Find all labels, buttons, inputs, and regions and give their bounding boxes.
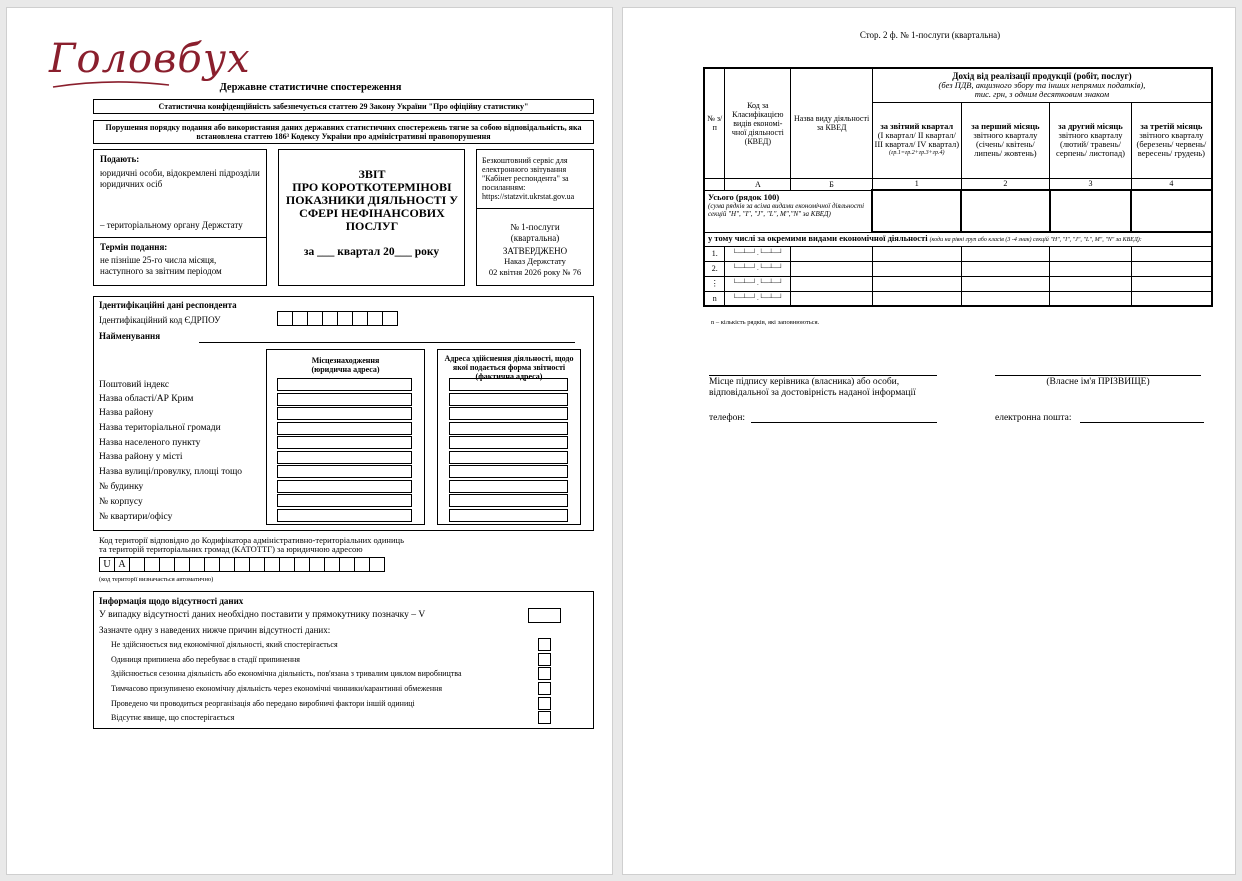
income-header: Дохід від реалізації продукції (робіт, послуг) (без ПДВ, акцизного збору та інших непрямих податків), тис. грн, з одним десятковим знаком [872,68,1212,102]
actual-building-input[interactable] [449,480,568,493]
reason-1-checkbox[interactable] [538,638,551,651]
total-m2-cell[interactable] [1050,190,1132,232]
legal-community-input[interactable] [277,422,412,435]
legal-region-input[interactable] [277,393,412,406]
legal-city-district-input[interactable] [277,451,412,464]
reason-4-checkbox[interactable] [538,682,551,695]
edrpou-label: Ідентифікаційний код ЄДРПОУ [99,315,221,325]
reason-5-checkbox[interactable] [538,697,551,710]
name-label: Найменування [99,331,161,341]
total-row-label: Усього (рядок 100) (сума рядків за всіма видами економічної діяльності секцій "Н", "І", "J", "L", М","N" за КВЕД) [704,190,872,232]
field-label-block: № корпусу [99,497,143,507]
report-period: за ___ квартал 20___ року [303,246,440,258]
field-label-building: № будинку [99,482,144,492]
actual-block-input[interactable] [449,494,568,507]
actual-settlement-input[interactable] [449,436,568,449]
actual-community-input[interactable] [449,422,568,435]
reason-3: Здійснюється сезонна діяльність або економічна діяльність, пов'язана з тривалим циклом виробництва [111,669,462,678]
actual-apartment-input[interactable] [449,509,568,522]
legal-apartment-input[interactable] [277,509,412,522]
income-table [703,67,1213,307]
absence-mark-box[interactable] [528,608,561,623]
phone-label: телефон: [709,413,746,423]
table-row: 2. └─┴─┘.└─┴─┘ [704,261,1212,276]
legal-street-input[interactable] [277,465,412,478]
reason-1: Не здійснюється вид економічної діяльності, який спостерігається [111,640,338,649]
field-label-settlement: Назва населеного пункту [99,438,201,448]
field-label-district: Назва району [99,408,154,418]
letter-4: 4 [1131,178,1212,190]
total-m1-cell[interactable] [961,190,1050,232]
signature-label: Місце підпису керівника (власника) або особи, відповідальної за достовірність наданої інформації [709,377,916,398]
field-label-community: Назва територіальної громади [99,423,221,433]
legal-settlement-input[interactable] [277,436,412,449]
total-q-cell[interactable] [872,190,961,232]
table-row: n └─┴─┘.└─┴─┘ [704,291,1212,306]
logo: Головбух [49,36,251,82]
page-1 [6,7,613,875]
col-month1-header: за перший місяць звітного кварталу (січень/ квітень/ липень/ жовтень) [961,102,1050,178]
col-name-header: Назва виду діяльності за КВЕД [791,68,873,178]
col-month2-header: за другий місяць звітного кварталу (лютий/ травень/ серпень/ листопад) [1050,102,1132,178]
legal-postcode-input[interactable] [277,378,412,391]
submit-to: – територіальному органу Держстату [100,220,243,230]
actual-city-district-input[interactable] [449,451,568,464]
order-text: Наказ Держстату 02 квітня 2026 року № 76 [488,256,582,277]
actual-postcode-input[interactable] [449,378,568,391]
legal-address-header: Місцезнаходження (юридична адреса) [311,356,380,374]
reason-6-checkbox[interactable] [538,711,551,724]
col-kved-header: Код за Класифікацією видів економі-чної діяльності (КВЕД) [725,68,791,178]
included-row-label: у тому числі за окремими видами економічної діяльності (коди на рівні груп або класів (3 -4 знак) секцій "Н", "І", "J", "L", М", "N" за КВЕД): [704,232,1212,246]
absence-title: Інформація щодо відсутності даних [99,596,244,606]
deadline-title: Термін подання: [100,242,168,252]
n-note: n – кількість рядків, які заповнюються. [711,319,820,326]
page-2 [622,7,1236,875]
col-no-header: № з/п [704,68,725,178]
letter-a: А [725,178,791,190]
respondent-title: Ідентифікаційні дані респондента [99,300,237,310]
table-row: 1. └─┴─┘.└─┴─┘ [704,246,1212,261]
legal-district-input[interactable] [277,407,412,420]
field-label-apartment: № квартири/офісу [99,512,173,522]
reason-2: Одиниця припинена або перебуває в стадії припинення [111,655,300,664]
name-field[interactable] [199,342,575,343]
letter-1: 1 [872,178,961,190]
name-surname-label: (Власне ім'я ПРІЗВИЩЕ) [1046,377,1150,387]
confidentiality-notice: Статистична конфіденційність забезпечується статтею 29 Закону України "Про офіційну статистику" [93,99,594,114]
reason-5: Проведено чи проводиться реорганізація або передано виробничі фактори іншій одиниці [111,699,415,708]
service-text: Безкоштовний сервіс для електронного звітування "Кабінет респондента" за посиланням: https://statzvit.ukrstat.gov.ua [482,156,575,201]
field-label-postcode: Поштовий індекс [99,380,170,390]
legal-building-input[interactable] [277,480,412,493]
email-label: електронна пошта: [995,413,1072,423]
total-m3-cell[interactable] [1131,190,1212,232]
survey-heading: Державне статистичне спостереження [219,82,402,93]
reason-2-checkbox[interactable] [538,653,551,666]
reason-3-checkbox[interactable] [538,667,551,680]
phone-field[interactable] [751,422,937,423]
col-month3-header: за третій місяць звітного кварталу (березень/ червень/ вересень/ грудень) [1131,102,1212,178]
actual-address-header: Адреса здійснення діяльності, щодо якої подається форма звітності (фактична адреса) [444,354,574,381]
form-number: № 1-послуги (квартальна) [510,222,560,243]
report-title: ЗВІТ ПРО КОРОТКОТЕРМІНОВІ ПОКАЗНИКИ ДІЯЛЬНОСТІ У СФЕРІ НЕФІНАНСОВИХ ПОСЛУГ [285,167,459,233]
name-line[interactable] [995,375,1201,376]
submit-who: юридичні особи, відокремлені підрозділи юридичних осіб [100,168,260,189]
letter-3: 3 [1050,178,1132,190]
katottg-cells[interactable]: U A [99,557,384,575]
actual-region-input[interactable] [449,393,568,406]
approved-label: ЗАТВЕРДЖЕНО [502,246,568,256]
actual-street-input[interactable] [449,465,568,478]
reason-title: Зазначте одну з наведених нижче причин відсутності даних: [99,625,331,635]
field-label-city-district: Назва району у місті [99,452,183,462]
table-row: ⋮ └─┴─┘.└─┴─┘ [704,276,1212,291]
katottg-text: Код території відповідно до Кодифікатора адміністративно-територіальних одиниць та територій територіальних громад (КАТОТТГ) за юридичною адресою [99,535,404,554]
deadline-text: не пізніше 25-го числа місяця, наступного за звітним періодом [100,255,222,276]
submit-box [93,149,267,286]
legal-block-input[interactable] [277,494,412,507]
submit-title: Подають: [100,154,140,164]
katottg-note: (код території визначається автоматично) [99,576,214,583]
field-label-region: Назва області/АР Крим [99,394,194,404]
edrpou-cells[interactable] [277,311,397,329]
signature-line[interactable] [709,375,937,376]
actual-district-input[interactable] [449,407,568,420]
field-label-street: Назва вулиці/провулку, площі тощо [99,467,243,477]
email-field[interactable] [1080,422,1204,423]
col-quarter-header: за звітний квартал (І квартал/ ІІ квартал/ ІІІ квартал/ ІV квартал) (гр.1=гр.2+гр.3+гр.4) [872,102,961,178]
absence-instruction: У випадку відсутності даних необхідно поставити у прямокутнику позначку – V [99,610,426,620]
service-box [476,149,594,286]
report-box [278,149,465,286]
reason-4: Тимчасово призупинено економічну діяльність через економічні чинники/карантинні обмеження [111,684,443,693]
violation-notice: Порушення порядку подання або використання даних державних статистичних спостережень тягне за собою відповідальність, яка встановлена статтею 186³ Кодексу України про адміністративні правопорушення [93,120,594,144]
page2-header: Стор. 2 ф. № 1-послуги (квартальна) [859,30,1001,40]
letter-2: 2 [961,178,1050,190]
reason-6: Відсутнє явище, що спостерігається [111,713,235,722]
letter-b: Б [791,178,873,190]
